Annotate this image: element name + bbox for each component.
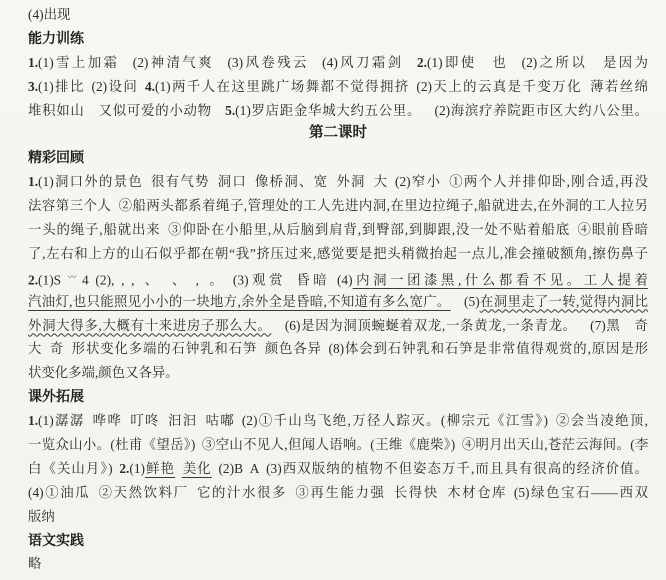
answer-line [28,242,648,266]
question-number: 2. [119,460,130,476]
answer-text: 略 [28,556,42,572]
answer-line [28,218,648,242]
question-number: 2. [28,272,39,288]
answer-text [175,461,182,476]
answer-text: 版纳 [28,508,55,524]
answer-text: 一览众山小。(杜甫《望岳》) ③空山不见人,但闻人语响。(王维《鹿柴》) ④明月出天山,苍茫云海间。(李 [28,437,648,453]
answer-text: (1)S [38,272,68,288]
answer-text: (4)①油瓜 ②天然饮料厂 它的汁水很多 ③再生能力强 长得快 木材仓库 (5)绿色宝石——西双 [28,484,648,500]
answer-text: 大 奇 形状变化多端的石钟乳和石笋 颜色各异 (8)体会到石钟乳和石笋是非常值得观赏的,原因是形 [28,341,648,357]
question-number: 1. [28,174,39,190]
proofreading-mark: 〰 [67,271,76,282]
answer-text: (1)两千人在这里跳广场舞都不觉得拥挤 (2)天上的云真是千变万化 薄若丝绵 [155,78,648,94]
answer-line [28,457,648,481]
answer-line [28,433,648,457]
answer-line [28,505,648,529]
answer-text: 4 (2), , , 、 、 , 。 (3)观赏 昏暗 (4) [75,272,353,288]
answer-text: 状变化多端,颜色又各异。 [28,365,179,381]
section-heading [28,146,648,170]
question-number: 1. [28,413,39,429]
answer-text: (1)排比 (2)设问 [38,78,145,94]
answer-line [28,75,648,99]
answer-line [28,290,648,314]
lesson-title [28,122,648,146]
answer-text: (1)罗店距金华城大约五公里。 (2)海滨疗养院距市区大约八公里。 [235,102,648,118]
answer-text: 堆积如山 又似可爱的小动物 [28,102,226,118]
answer-text: 能力训练 [28,29,84,46]
answer-line [28,481,648,505]
answer-line [28,3,648,27]
answer-line [28,337,648,361]
answer-line [28,170,648,194]
answer-text: (1)雪上加霜 (2)神清气爽 (3)风卷残云 (4)风刀霜剑 [38,54,417,70]
question-number: 4. [144,78,156,94]
section-heading [28,529,648,553]
answer-text: (4)出现 [28,7,71,22]
question-number: 2. [416,54,427,70]
answer-line [28,99,648,123]
section-heading [28,27,648,51]
wavy-underlined-answer: 外洞大得多,大概有十来进房子那么大。 [28,317,272,333]
answer-text: (1)潺潺 哗哗 叮咚 汩汩 咕嘟 (2)①千山鸟飞绝,万径人踪灭。(柳宗元《江雪》) ②会当凌绝顶, [38,413,648,429]
answer-text: 了,左右和上方的山石似乎都在朝“我”挤压过来,感觉要是把头稍微抬起一点儿,准会撞破额角,擦伤鼻子 [28,245,648,261]
answer-text: 课外拓展 [28,388,84,405]
answer-text: 精彩回顾 [28,149,84,166]
page-content [28,3,648,576]
answer-text: (1) [129,460,145,476]
section-heading [28,385,648,409]
answer-text: 语文实践 [28,531,84,548]
wavy-underlined-answer: 在洞里走了一转,觉得内洞比 [479,293,648,309]
answer-text: 白《关山月》) [28,460,120,476]
answer-text: 一头的绳子,船就出来 ③仰卧在小船里,从后脑到肩背,到臀部,到脚跟,没一处不贴着船底 ④眼前昏暗 [28,222,648,238]
answer-text: (1)洞口外的景色 很有气势 洞口 像桥洞、宽 外洞 大 (2)窄小 ①两个人并排仰卧,刚合适,再没 [38,174,648,190]
answer-line [28,51,648,75]
answer-text: (6)是因为洞顶蜿蜒着双龙,一条黄龙,一条青龙。 (7)黑 奇 [271,317,648,333]
answer-line [28,361,648,385]
answer-text: 法容第三个人 ②船两头都系着绳子,管理处的工人先进内洞,在里边拉绳子,船就进去,在外洞的工人拉另 [28,198,648,214]
answer-line [28,409,648,433]
answer-line [28,194,648,218]
question-number: 5. [225,102,236,118]
underlined-answer: 汽油灯,也只能照见小小的一块地方,余外全是昏暗,不知道有多么宽广。 [28,293,451,309]
question-number: 3. [28,78,39,94]
underlined-answer: 内洞一团漆黑,什么都看不见。工人提着 [352,272,648,288]
answer-text: 第二课时 [309,125,367,142]
answer-text: (5) [450,293,480,309]
underlined-answer: 鲜艳 [144,460,176,476]
question-number: 1. [28,54,39,70]
answer-line [28,552,648,576]
answer-line [28,314,648,338]
answer-line [28,266,648,290]
underlined-answer: 美化 [181,460,212,476]
answer-text: (2)B A (3)西双版纳的植物不但姿态万千,而且具有很高的经济价值。 [211,460,648,476]
answer-text: (1)即使 也 (2)之所以 是因为 [426,54,648,70]
